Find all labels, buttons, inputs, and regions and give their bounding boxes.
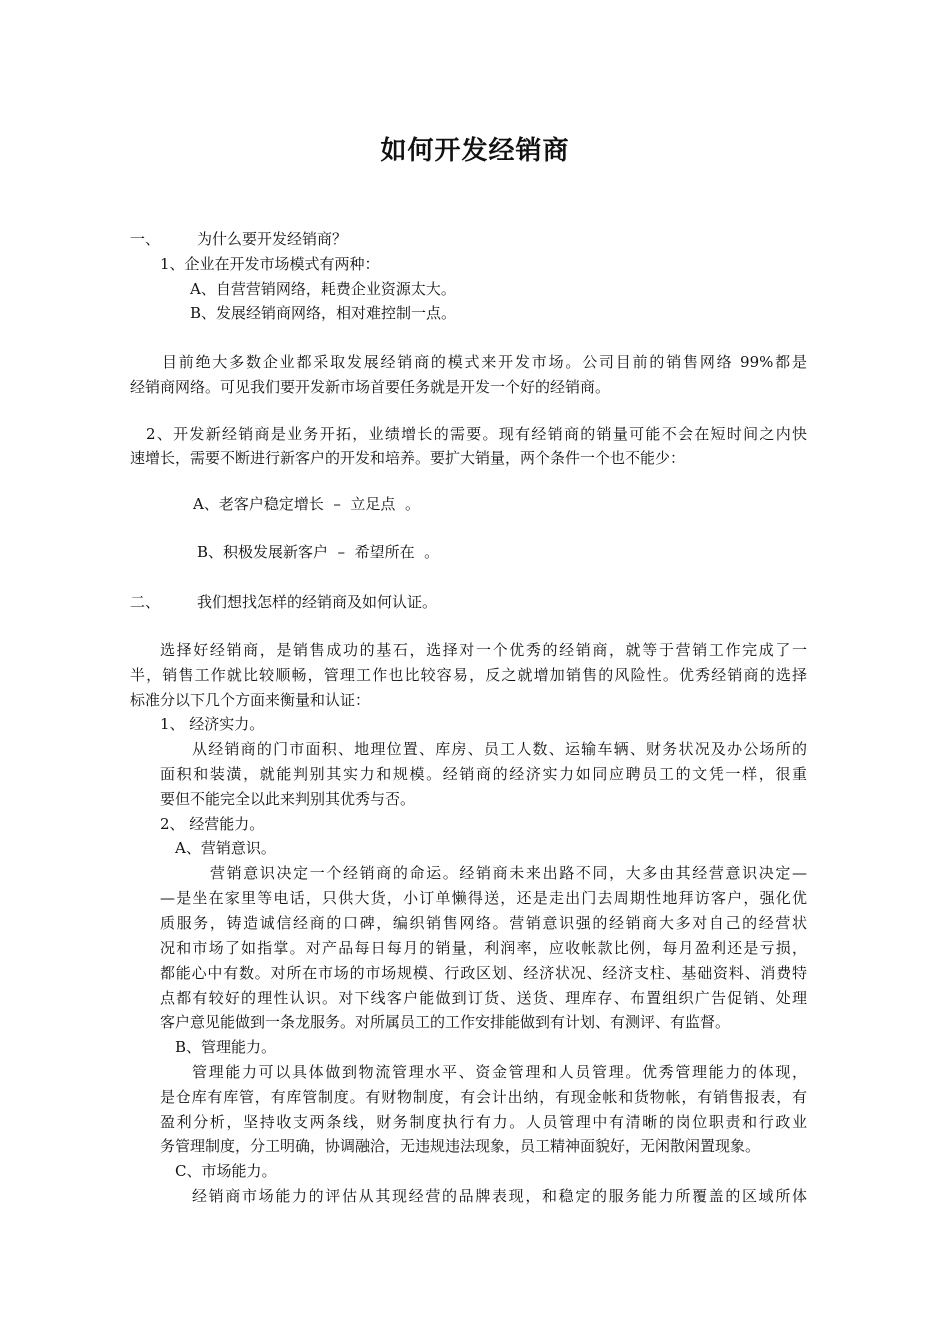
paragraph-line: 质服务，铸造诚信经商的口碑，编织销售网络。营销意识强的经销商大多对自己的经营状 [160,914,807,932]
section-1-heading: 为什么要开发经销商？ [197,230,348,248]
condition-b: B、积极发展新客户 – 希望所在 。 [197,543,440,561]
paragraph-line: 点都有较好的理性认识。对下线客户能做到订货、送货、理库存、布置组织广告促销、处理 [160,989,807,1007]
paragraph-line: —是坐在家里等电话，只供大货，小订单懒得送，还是走出门去周期性地拜访客户，强化优 [160,889,807,907]
point-1-title: 1、 经济实力。 [160,715,265,733]
paragraph-line: 盈利分析，坚持收支两条线，财务制度执行有力。人员管理中有清晰的岗位职责和行政业 [160,1113,807,1131]
paragraph-line: 经销商市场能力的评估从其现经营的品牌表现，和稳定的服务能力所覆盖的区域所体 [192,1187,807,1205]
paragraph-line: 客户意见能做到一条龙服务。对所属员工的工作安排能做到有计划、有测评、有监督。 [160,1013,731,1031]
paragraph-line: 从经销商的门市面积、地理位置、库房、员工人数、运输车辆、财务状况及办公场所的 [192,740,807,758]
paragraph-line: 务管理制度，分工明确，协调融洽，无违规违法现象，员工精神面貌好，无闲散闲置现象。 [160,1137,761,1155]
section-1-number: 一、 [130,230,161,248]
sub-b-title: B、管理能力。 [175,1038,277,1056]
option-a: A、自营营销网络，耗费企业资源太大。 [190,280,456,298]
paragraph-line: 营销意识决定一个经销商的命运。经销商未来出路不同，大多由其经营意识决定— [210,864,807,882]
paragraph-line: 都能心中有数。对所在市场的市场规模、行政区划、经济状况、经济支柱、基础资料、消费特 [160,964,807,982]
paragraph-line: 是仓库有库管，有库管制度。有财物制度，有会计出纳，有现金帐和货物帐，有销售报表，有 [160,1088,807,1106]
document-title: 如何开发经销商 [380,136,570,166]
paragraph-line: 选择好经销商，是销售成功的基石，选择对一个优秀的经销商，就等于营销工作完成了一 [160,641,807,659]
paragraph-line: 2、开发新经销商是业务开拓，业绩增长的需要。现有经销商的销量可能不会在短时间之内快 [146,425,807,443]
section-1-item-1: 1、企业在开发市场模式有两种： [160,255,380,273]
paragraph-line: 目前绝大多数企业都采取发展经销商的模式来开发市场。公司目前的销售网络 99%都是 [162,353,807,371]
sub-c-title: C、市场能力。 [175,1162,277,1180]
condition-a: A、老客户稳定增长 – 立足点 。 [193,495,420,513]
paragraph-line: 标准分以下几个方面来衡量和认证： [130,691,371,709]
paragraph-line: 半，销售工作就比较顺畅，管理工作也比较容易，反之就增加销售的风险性。优秀经销商的选择 [130,666,807,684]
paragraph-line: 经销商网络。可见我们要开发新市场首要任务就是开发一个好的经销商。 [130,378,611,396]
sub-a-title: A、营销意识。 [175,839,276,857]
paragraph-line: 况和市场了如指掌。对产品每日每月的销量，利润率，应收帐款比例，每月盈利还是亏损， [160,939,807,957]
section-2-heading: 我们想找怎样的经销商及如何认证。 [197,593,438,611]
point-2-title: 2、 经营能力。 [160,815,265,833]
option-b: B、发展经销商网络，相对难控制一点。 [190,304,457,322]
section-2-number: 二、 [130,593,161,611]
paragraph-line: 管理能力可以具体做到物流管理水平、资金管理和人员管理。优秀管理能力的体现， [192,1063,807,1081]
paragraph-line: 要但不能完全以此来判别其优秀与否。 [160,790,416,808]
paragraph-line: 面积和装潢，就能判别其实力和规模。经销商的经济实力如同应聘员工的文凭一样，很重 [160,765,807,783]
paragraph-line: 速增长，需要不断进行新客户的开发和培养。要扩大销量，两个条件一个也不能少： [130,449,686,467]
